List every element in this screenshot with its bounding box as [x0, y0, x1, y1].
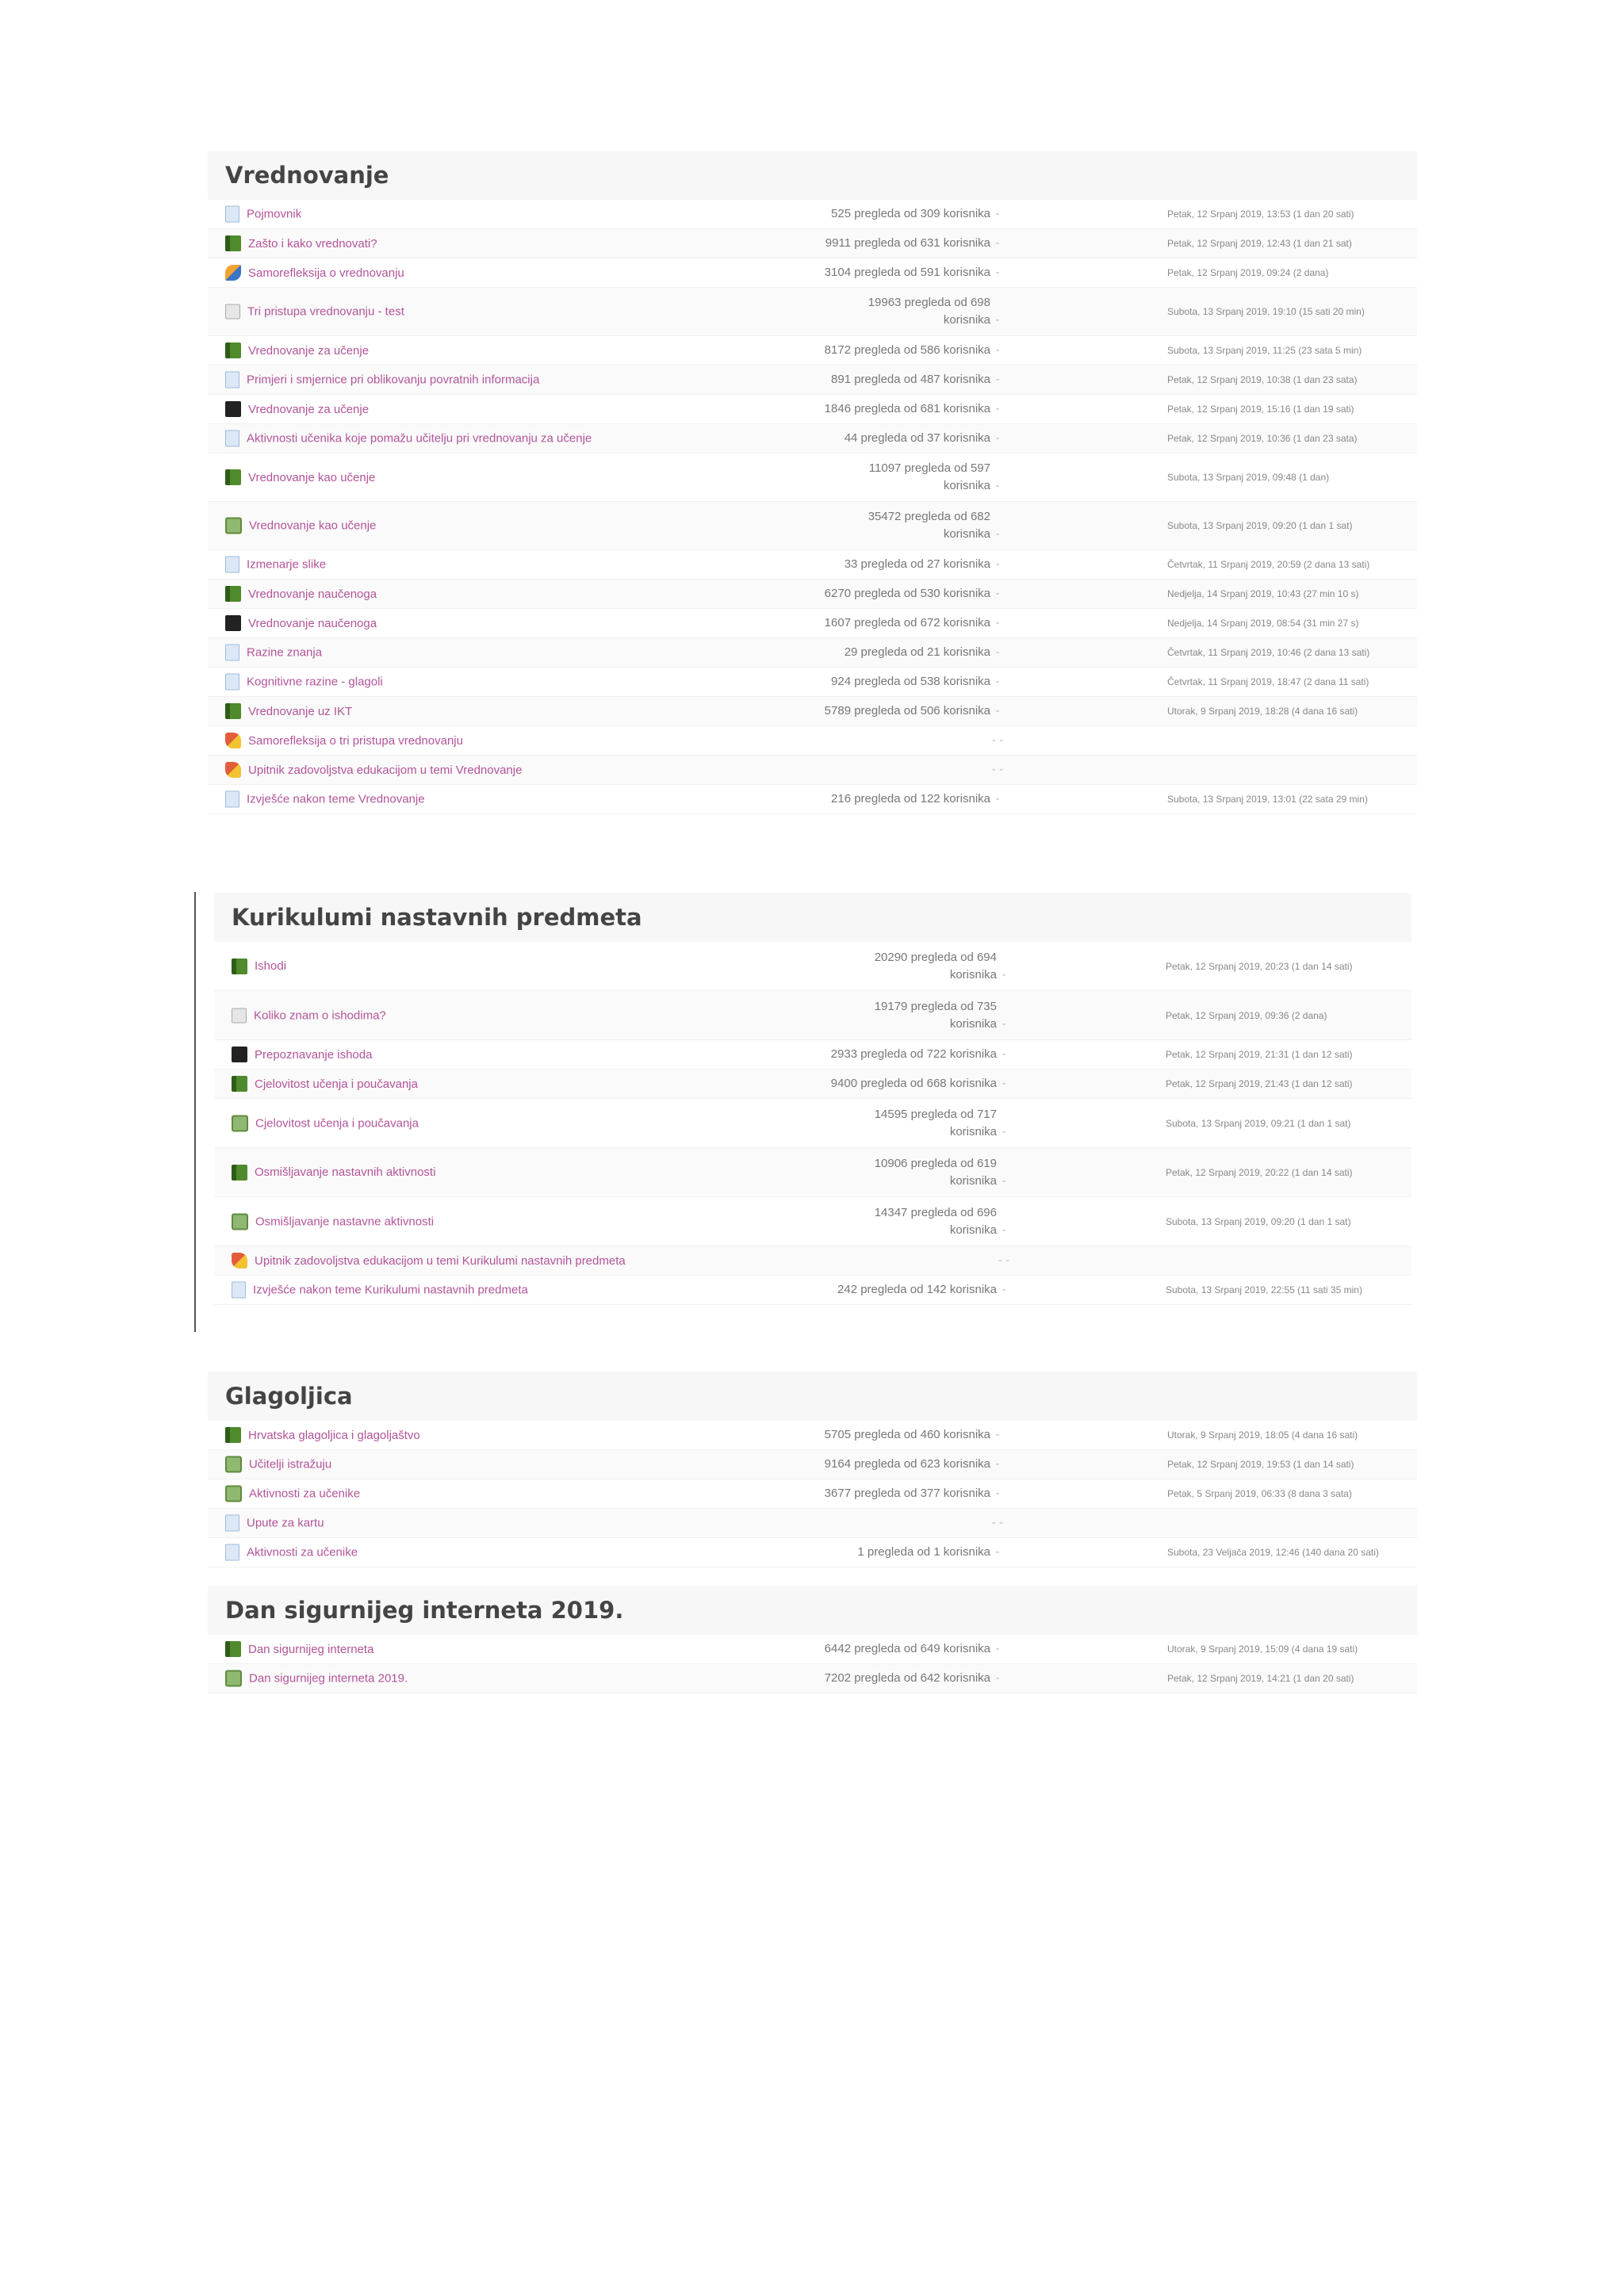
views-cell [743, 1456, 1005, 1473]
activity-row-upitnik-zadovoljstva-edukacijom-u-temi-kurikulumi-nastavnih-predmeta [214, 1246, 1411, 1276]
page-icon [225, 674, 239, 691]
activity-link[interactable]: Aktivnosti za učenike [249, 1487, 361, 1501]
activity-row-vrednovanje-uz-ikt [208, 697, 1417, 726]
views-cell [743, 761, 1005, 779]
views-cell [743, 556, 1005, 573]
activity-name-cell [225, 1515, 324, 1532]
activity-row-aktivnosti-za-ucenike [208, 1538, 1417, 1567]
activity-link[interactable]: Upitnik zadovoljstva edukacijom u temi Vrednovanje [248, 763, 523, 777]
section-title: Kurikulumi nastavnih predmeta [232, 904, 642, 931]
last-access-date: Petak, 12 Srpanj 2019, 21:43 (1 dan 12 sati) [1166, 1078, 1353, 1089]
feedback-icon [225, 733, 241, 748]
activity-link[interactable]: Dan sigurnijeg interneta [248, 1642, 374, 1656]
activity-row-izvjesce-nakon-teme-vrednovanje [208, 785, 1417, 814]
last-access-date: Subota, 13 Srpanj 2019, 09:21 (1 dan 1 sat) [1166, 1117, 1351, 1129]
last-access-date: Nedjelja, 14 Srpanj 2019, 10:43 (27 min 10 s) [1167, 588, 1359, 599]
views-cell [743, 1640, 1005, 1658]
views-count: 5705 pregleda od 460 korisnika [824, 1428, 990, 1441]
section-edge-line [194, 892, 196, 1332]
activity-link[interactable]: Aktivnosti učenika koje pomažu učitelju pri vrednovanju za učenje [247, 431, 592, 446]
activity-row-upute-za-kartu [208, 1509, 1417, 1538]
blog-count-dash: - [995, 557, 1000, 571]
views-count: 19179 pregleda od 735 korisnika [874, 999, 997, 1031]
blog-count-dash: - [995, 1642, 1000, 1655]
last-access-date: Petak, 12 Srpanj 2019, 19:53 (1 dan 14 sati) [1167, 1459, 1354, 1470]
blog-count-dash: - - [998, 1253, 1010, 1267]
views-count: 35472 pregleda od 682 korisnika [868, 510, 990, 541]
last-access-date: Petak, 12 Srpanj 2019, 20:22 (1 dan 14 sati) [1166, 1166, 1353, 1178]
book-icon [225, 1427, 241, 1443]
blog-count-dash: - [995, 704, 1000, 718]
activity-name-cell [225, 703, 352, 719]
last-access-date: Nedjelja, 14 Srpanj 2019, 08:54 (31 min 27 s) [1167, 618, 1359, 629]
activity-link[interactable]: Cjelovitost učenja i poučavanja [255, 1077, 418, 1091]
activity-name-cell [232, 1076, 418, 1092]
activity-link[interactable]: Učitelji istražuju [249, 1457, 332, 1471]
blog-count-dash: - [1002, 1016, 1006, 1031]
blog-count-dash: - [995, 616, 1000, 629]
book-icon [225, 1641, 241, 1657]
activity-name-cell [232, 1047, 372, 1062]
blog-count-dash: - [995, 645, 1000, 659]
views-count: 29 pregleda od 21 korisnika [844, 645, 990, 659]
activity-row-dan-sigurnijeg-interneta [208, 1635, 1417, 1664]
activity-name-cell [232, 959, 286, 974]
book-icon [225, 703, 241, 719]
views-count: 9164 pregleda od 623 korisnika [824, 1457, 990, 1471]
last-access-date: Petak, 12 Srpanj 2019, 09:24 (2 dana) [1167, 267, 1329, 278]
last-access-date: Subota, 13 Srpanj 2019, 09:20 (1 dan 1 sat) [1167, 520, 1353, 531]
blog-count-dash: - [995, 587, 1000, 600]
quiz-icon [225, 304, 240, 320]
activity-name-cell [225, 1456, 331, 1473]
glossary-icon [225, 518, 242, 534]
glossary-icon [225, 1456, 242, 1473]
views-cell [743, 371, 1005, 388]
views-cell [749, 1204, 1011, 1239]
activity-link[interactable]: Vrednovanje kao učenje [248, 470, 376, 484]
blog-count-dash: - [1002, 1047, 1006, 1061]
views-count: 9400 pregleda od 668 korisnika [830, 1077, 997, 1090]
blog-count-dash: - - [991, 1516, 1004, 1529]
views-count: 8172 pregleda od 586 korisnika [824, 343, 990, 357]
page-icon [225, 1544, 239, 1561]
last-access-date: Subota, 13 Srpanj 2019, 09:48 (1 dan) [1167, 472, 1330, 483]
activity-link[interactable]: Vrednovanje za učenje [248, 343, 370, 358]
blog-count-dash: - [995, 527, 1000, 541]
activity-name-cell [232, 1282, 528, 1299]
page-icon [225, 1515, 239, 1532]
page-icon [225, 645, 239, 661]
page-icon [225, 557, 239, 573]
activity-link[interactable]: Primjeri i smjernice pri oblikovanju povratnih informacija [247, 373, 540, 387]
video-icon [232, 1047, 247, 1062]
views-count: 924 pregleda od 538 korisnika [831, 675, 990, 688]
activity-link[interactable]: Dan sigurnijeg interneta 2019. [249, 1671, 408, 1686]
page-icon [225, 372, 239, 388]
video-icon [225, 401, 241, 417]
feedback-icon [232, 1253, 247, 1269]
activity-name-cell [225, 372, 539, 388]
activity-name-cell [225, 265, 404, 281]
views-cell [743, 585, 1005, 603]
activity-row-aktivnosti-ucenika-koje-pomazu-ucitelju-pri-vrednovanju-za-ucenje [208, 424, 1417, 453]
activity-link[interactable]: Hrvatska glagoljica i glagoljaštvo [248, 1428, 420, 1442]
activity-row-osmisljavanje-nastavnih-aktivnosti [214, 1148, 1411, 1197]
blog-count-dash: - [1002, 1283, 1006, 1296]
views-cell [743, 400, 1005, 418]
activity-link[interactable]: Izvješće nakon teme Kurikulumi nastavnih predmeta [253, 1283, 528, 1297]
blog-count-dash: - [1002, 1077, 1006, 1090]
blog-count-dash: - [995, 479, 1000, 492]
section-dan-sigurnijeg-interneta [208, 1586, 1417, 1693]
blog-count-dash: - [995, 1545, 1000, 1559]
book-icon [232, 1165, 247, 1181]
activity-link[interactable]: Tri pristupa vrednovanju - test [247, 304, 404, 319]
last-access-date: Utorak, 9 Srpanj 2019, 18:28 (4 dana 16 sati) [1167, 706, 1358, 717]
activity-row-samorefleksija-o-vrednovanju [208, 258, 1417, 288]
blog-count-dash: - - [991, 733, 1004, 747]
views-count: 44 pregleda od 37 korisnika [844, 431, 990, 445]
activity-name-cell [232, 1008, 386, 1023]
activity-row-cjelovitost-ucenja-i-poucavanja [214, 1070, 1411, 1099]
views-count: 33 pregleda od 27 korisnika [844, 557, 990, 571]
activity-link[interactable]: Osmišljavanje nastavnih aktivnosti [255, 1165, 436, 1179]
blog-count-dash: - [995, 675, 1000, 688]
activity-link[interactable]: Pojmovnik [247, 207, 302, 221]
views-count: 11097 pregleda od 597 korisnika [868, 461, 990, 492]
views-cell [743, 1544, 1005, 1561]
views-cell [743, 702, 1005, 720]
glossary-icon [232, 1213, 248, 1230]
views-count: 6270 pregleda od 530 korisnika [824, 587, 990, 600]
activity-name-cell [225, 557, 326, 573]
views-cell [743, 460, 1005, 495]
activity-link[interactable]: Samorefleksija o vrednovanju [248, 266, 404, 280]
views-cell [743, 673, 1005, 691]
activity-name-cell [225, 1641, 373, 1657]
activity-link[interactable]: Vrednovanje za učenje [248, 402, 370, 416]
views-cell [749, 998, 1011, 1033]
activity-link[interactable]: Razine znanja [247, 645, 323, 660]
activity-link[interactable]: Izmenarje slike [247, 557, 327, 572]
activity-link[interactable]: Vrednovanje kao učenje [249, 519, 377, 533]
views-count: 891 pregleda od 487 korisnika [831, 373, 990, 386]
activity-name-cell [225, 401, 369, 417]
views-count: 6442 pregleda od 649 korisnika [824, 1642, 990, 1655]
views-cell [749, 1046, 1011, 1063]
activity-row-vrednovanje-za-ucenje [208, 395, 1417, 424]
activity-row-tri-pristupa-vrednovanju-test [208, 288, 1417, 336]
last-access-date: Subota, 13 Srpanj 2019, 19:10 (15 sati 20 min) [1167, 306, 1365, 317]
activity-row-hrvatska-glagoljica-i-glagoljastvo [208, 1421, 1417, 1450]
views-cell [743, 1485, 1005, 1502]
views-cell [749, 1252, 1011, 1269]
blog-count-dash: - [995, 236, 1000, 250]
blog-count-dash: - [995, 431, 1000, 445]
blog-count-dash: - [1002, 1223, 1006, 1237]
activity-link[interactable]: Prepoznavanje ishoda [255, 1047, 373, 1062]
activity-link[interactable]: Zašto i kako vrednovati? [248, 236, 377, 251]
section-title: Glagoljica [225, 1383, 353, 1410]
activity-name-cell [225, 469, 375, 485]
book-icon [232, 1076, 247, 1092]
views-count: 2933 pregleda od 722 korisnika [830, 1047, 997, 1061]
blog-count-dash: - [995, 1428, 1000, 1441]
activity-link[interactable]: Samorefleksija o tri pristupa vrednovanju [248, 733, 463, 748]
book-icon [232, 959, 247, 974]
views-cell [743, 1514, 1005, 1532]
activity-link[interactable]: Ishodi [255, 959, 287, 973]
views-count: 9911 pregleda od 631 korisnika [825, 236, 990, 250]
views-count: 3677 pregleda od 377 korisnika [824, 1487, 990, 1500]
activity-name-cell [232, 1253, 626, 1269]
last-access-date: Petak, 12 Srpanj 2019, 14:21 (1 dan 20 sati) [1167, 1673, 1354, 1684]
activity-link[interactable]: Kognitivne razine - glagoli [247, 675, 383, 689]
views-count: 19963 pregleda od 698 korisnika [868, 296, 990, 327]
workshop-icon [225, 265, 241, 281]
blog-count-dash: - [995, 1671, 1000, 1685]
views-count: 20290 pregleda od 694 korisnika [874, 950, 997, 982]
views-cell [743, 264, 1005, 281]
activity-link[interactable]: Cjelovitost učenja i poučavanja [255, 1116, 419, 1130]
activity-link[interactable]: Vrednovanje naučenoga [248, 587, 377, 601]
last-access-date: Petak, 5 Srpanj 2019, 06:33 (8 dana 3 sata) [1167, 1488, 1352, 1499]
views-count: 525 pregleda od 309 korisnika [831, 207, 990, 220]
book-icon [225, 469, 241, 485]
page-icon [225, 791, 239, 808]
views-cell [749, 1155, 1011, 1190]
activity-row-primjeri-i-smjernice-pri-oblikovanju-povratnih-informacija [208, 365, 1417, 395]
activity-link[interactable]: Upute za kartu [247, 1516, 324, 1530]
last-access-date: Subota, 13 Srpanj 2019, 22:55 (11 sati 35 min) [1166, 1284, 1362, 1295]
glossary-icon [225, 1486, 242, 1502]
activity-row-kognitivne-razine-glagoli [208, 668, 1417, 697]
activity-name-cell [225, 1486, 360, 1502]
blog-count-dash: - [1002, 967, 1006, 982]
activity-row-vrednovanje-naucenoga [208, 609, 1417, 638]
feedback-icon [225, 762, 241, 778]
video-icon [225, 615, 241, 631]
section-vrednovanje [208, 151, 1417, 814]
views-count: 216 pregleda od 122 korisnika [831, 792, 990, 806]
blog-count-dash: - [995, 1487, 1000, 1500]
activity-row-dan-sigurnijeg-interneta-2019 [208, 1664, 1417, 1693]
activity-row-koliko-znam-o-ishodima [214, 991, 1411, 1040]
activity-name-cell [225, 304, 404, 320]
activity-row-pojmovnik [208, 200, 1417, 229]
activity-name-cell [225, 342, 369, 358]
blog-count-dash: - [995, 792, 1000, 806]
last-access-date: Petak, 12 Srpanj 2019, 10:36 (1 dan 23 sata) [1167, 433, 1358, 444]
activity-link[interactable]: Koliko znam o ishodima? [254, 1008, 386, 1022]
views-cell [743, 342, 1005, 359]
activity-row-razine-znanja [208, 638, 1417, 668]
views-count: 14347 pregleda od 696 korisnika [874, 1205, 997, 1237]
blog-count-dash: - [995, 266, 1000, 279]
blog-count-dash: - [995, 343, 1000, 357]
section-header [208, 1586, 1417, 1635]
last-access-date: Četvrtak, 11 Srpanj 2019, 18:47 (2 dana 11 sati) [1167, 676, 1369, 687]
activity-name-cell [225, 674, 383, 691]
blog-count-dash: - [1002, 1124, 1006, 1138]
last-access-date: Subota, 13 Srpanj 2019, 13:01 (22 sata 29 min) [1167, 794, 1368, 805]
activity-name-cell [225, 1544, 358, 1561]
last-access-date: Utorak, 9 Srpanj 2019, 18:05 (4 dana 16 sati) [1167, 1429, 1358, 1441]
activity-row-vrednovanje-naucenoga [208, 580, 1417, 609]
activity-row-ishodi [214, 942, 1411, 991]
page-icon [225, 206, 239, 223]
activity-name-cell [225, 430, 592, 447]
activity-row-vrednovanje-kao-ucenje [208, 453, 1417, 502]
quiz-icon [232, 1008, 247, 1023]
views-cell [743, 235, 1005, 252]
views-cell [749, 1281, 1011, 1299]
views-cell [743, 732, 1005, 749]
activity-row-cjelovitost-ucenja-i-poucavanja [214, 1099, 1411, 1148]
section-title: Dan sigurnijeg interneta 2019. [225, 1597, 624, 1624]
activity-row-izmenarje-slike [208, 550, 1417, 580]
blog-count-dash: - [995, 373, 1000, 386]
last-access-date: Subota, 13 Srpanj 2019, 11:25 (23 sata 5 min) [1167, 345, 1362, 356]
activity-name-cell [225, 206, 301, 223]
views-cell [743, 1670, 1005, 1687]
activity-row-vrednovanje-za-ucenje [208, 336, 1417, 365]
activity-link[interactable]: Vrednovanje naučenoga [248, 616, 377, 630]
glossary-icon [225, 1670, 242, 1687]
views-cell [743, 1426, 1005, 1444]
page-icon [225, 430, 239, 447]
section-kurikulumi [214, 893, 1411, 1305]
activity-link[interactable]: Aktivnosti za učenike [247, 1545, 358, 1559]
views-cell [743, 430, 1005, 447]
activity-name-cell [232, 1165, 435, 1181]
activity-link[interactable]: Izvješće nakon teme Vrednovanje [247, 792, 425, 806]
views-cell [743, 294, 1005, 329]
views-count: 1846 pregleda od 681 korisnika [824, 402, 990, 415]
last-access-date: Utorak, 9 Srpanj 2019, 15:09 (4 dana 19 sati) [1167, 1644, 1358, 1655]
views-cell [743, 508, 1005, 543]
last-access-date: Petak, 12 Srpanj 2019, 15:16 (1 dan 19 sati) [1167, 404, 1354, 415]
last-access-date: Petak, 12 Srpanj 2019, 09:36 (2 dana) [1166, 1009, 1327, 1021]
views-cell [749, 1106, 1011, 1141]
section-title: Vrednovanje [225, 162, 389, 189]
last-access-date: Petak, 12 Srpanj 2019, 21:31 (1 dan 12 sati) [1166, 1049, 1353, 1060]
views-cell [743, 614, 1005, 632]
views-count: 7202 pregleda od 642 korisnika [824, 1671, 990, 1685]
book-icon [225, 342, 241, 358]
activity-row-osmisljavanje-nastavne-aktivnosti [214, 1197, 1411, 1246]
activity-name-cell [225, 518, 376, 534]
activity-link[interactable]: Vrednovanje uz IKT [248, 704, 353, 718]
book-icon [225, 586, 241, 602]
activity-name-cell [225, 733, 463, 748]
views-count: 242 pregleda od 142 korisnika [837, 1283, 997, 1296]
activity-name-cell [225, 645, 322, 661]
section-header [208, 151, 1417, 200]
views-count: 10906 pregleda od 619 korisnika [874, 1156, 997, 1188]
last-access-date: Subota, 13 Srpanj 2019, 09:20 (1 dan 1 sat) [1166, 1215, 1351, 1227]
views-cell [743, 205, 1005, 223]
last-access-date: Petak, 12 Srpanj 2019, 13:53 (1 dan 20 sati) [1167, 209, 1354, 220]
activity-row-prepoznavanje-ishoda [214, 1040, 1411, 1070]
activity-row-zasto-i-kako-vrednovati [208, 229, 1417, 258]
blog-count-dash: - [995, 1457, 1000, 1471]
activity-row-upitnik-zadovoljstva-edukacijom-u-temi-vrednovanje [208, 756, 1417, 785]
activity-link[interactable]: Osmišljavanje nastavne aktivnosti [255, 1215, 435, 1228]
page-icon [232, 1282, 246, 1299]
activity-row-izvjesce-nakon-teme-kurikulumi-nastavnih-predmeta [214, 1276, 1411, 1305]
activity-name-cell [225, 1670, 408, 1687]
activity-name-cell [225, 235, 377, 251]
section-header [214, 893, 1411, 942]
activity-name-cell [232, 1213, 434, 1230]
activity-name-cell [225, 791, 425, 808]
last-access-date: Četvrtak, 11 Srpanj 2019, 20:59 (2 dana 13 sati) [1167, 559, 1370, 570]
activity-name-cell [225, 1427, 420, 1443]
activity-name-cell [225, 762, 522, 778]
blog-count-dash: - [995, 313, 1000, 327]
views-cell [743, 644, 1005, 661]
last-access-date: Subota, 23 Veljača 2019, 12:46 (140 dana 20 sati) [1167, 1547, 1379, 1558]
last-access-date: Petak, 12 Srpanj 2019, 12:43 (1 dan 21 sat) [1167, 238, 1352, 249]
activity-link[interactable]: Upitnik zadovoljstva edukacijom u temi Kurikulumi nastavnih predmeta [255, 1253, 626, 1268]
blog-count-dash: - [995, 207, 1000, 220]
last-access-date: Petak, 12 Srpanj 2019, 10:38 (1 dan 23 sata) [1167, 374, 1358, 385]
activity-name-cell [225, 586, 377, 602]
views-count: 14595 pregleda od 717 korisnika [874, 1107, 997, 1138]
blog-count-dash: - [995, 402, 1000, 415]
section-header [208, 1372, 1417, 1421]
book-icon [225, 235, 241, 251]
activity-row-samorefleksija-o-tri-pristupa-vrednovanju [208, 726, 1417, 756]
glossary-icon [232, 1115, 248, 1131]
views-count: 3104 pregleda od 591 korisnika [824, 266, 990, 279]
activity-name-cell [232, 1115, 419, 1131]
last-access-date: Petak, 12 Srpanj 2019, 20:23 (1 dan 14 sati) [1166, 960, 1353, 972]
views-cell [743, 790, 1005, 808]
views-count: 1 pregleda od 1 korisnika [857, 1545, 990, 1559]
views-count: 5789 pregleda od 506 korisnika [824, 704, 990, 718]
blog-count-dash: - [1002, 1173, 1006, 1188]
blog-count-dash: - - [991, 763, 1004, 776]
section-glagoljica [208, 1372, 1417, 1567]
views-cell [749, 1075, 1011, 1093]
views-count: 1607 pregleda od 672 korisnika [824, 616, 990, 629]
activity-row-vrednovanje-kao-ucenje [208, 502, 1417, 550]
last-access-date: Četvrtak, 11 Srpanj 2019, 10:46 (2 dana 13 sati) [1167, 647, 1370, 658]
activity-row-aktivnosti-za-ucenike [208, 1479, 1417, 1509]
activity-name-cell [225, 615, 377, 631]
views-cell [749, 949, 1011, 984]
activity-row-ucitelji-istrazuju [208, 1450, 1417, 1479]
